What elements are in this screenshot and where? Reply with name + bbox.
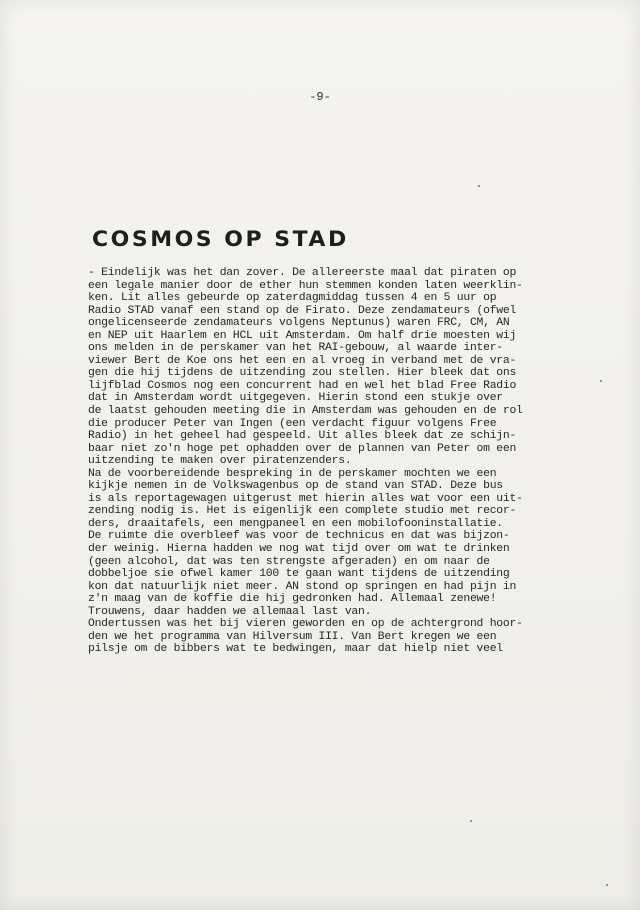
article-line: ons melden in de perskamer van het RAI-gebouw, al waarde inter-	[88, 342, 503, 355]
article-line: ders, draaitafels, een mengpaneel en een mobilofooninstallatie.	[88, 517, 503, 530]
article-line: gen die hij tijdens de uitzending zou stellen. Hier bleek dat ons	[88, 367, 517, 380]
paper-speck	[600, 380, 602, 382]
article-line: lijfblad Cosmos nog een concurrent had en wel het blad Free Radio	[88, 379, 517, 392]
article-line: De ruimte die overbleef was voor de technicus en dat was bijzon-	[88, 530, 510, 543]
article-title: COSMOS OP STAD	[92, 228, 349, 252]
article-body	[88, 267, 608, 656]
paper-speck	[478, 185, 480, 187]
article-line: pilsje om de bibbers wat te bedwingen, maar dat hielp niet veel	[88, 643, 503, 656]
article-line: viewer Bert de Koe ons het een en al vroeg in verband met de vra-	[88, 354, 517, 367]
article-line: Ondertussen was het bij vieren geworden en op de achtergrond hoor-	[88, 618, 523, 631]
article-line: Na de voorbereidende bespreking in de perskamer mochten we een	[88, 467, 497, 480]
article-line: (geen alcohol, dat was ten strengste afgeraden) en om naar de	[88, 555, 490, 568]
article-line: ken. Lit alles gebeurde op zaterdagmiddag tussen 4 en 5 uur op	[88, 292, 497, 305]
paper-speck	[606, 884, 608, 886]
article-line: en NEP uit Haarlem en HCL uit Amsterdam. Om half drie moesten wij	[88, 329, 517, 342]
article-line: de laatst gehouden meeting die in Amsterdam was gehouden en de rol	[88, 405, 523, 418]
article-line: Radio) in het geheel had gespeeld. Uit alles bleek dat ze schijn-	[88, 430, 517, 443]
article-line: kon dat natuurlijk niet meer. AN stond op springen en had pijn in	[88, 580, 517, 593]
article-line: zending nodig is. Het is eigenlijk een complete studio met recor-	[88, 505, 517, 518]
paper-speck	[470, 820, 472, 822]
article-line: dat in Amsterdam wordt uitgegeven. Hierin stond een stukje over	[88, 392, 503, 405]
article-line: baar niet zo'n hoge pet ophadden over de plannen van Peter om een	[88, 442, 517, 455]
article-line: is als reportagewagen uitgerust met hierin alles wat voor een uit-	[88, 492, 523, 505]
article-line: den we het programma van Hilversum III. Van Bert kregen we een	[88, 630, 497, 643]
article-line: z'n maag van de koffie die hij gedronken had. Allemaal zenewe!	[88, 593, 497, 606]
article-line: uitzending te maken over piratenzenders.	[88, 455, 352, 468]
article-line: Trouwens, daar hadden we allemaal last van.	[88, 605, 372, 618]
article-line: dobbeljoe sie ofwel kamer 100 te gaan want tijdens de uitzending	[88, 568, 510, 581]
article-line: die producer Peter van Ingen (een verdacht figuur volgens Free	[88, 417, 497, 430]
article-line: der weinig. Hierna hadden we nog wat tijd over om wat te drinken	[88, 543, 510, 556]
page-number: -9-	[309, 90, 331, 104]
article-line: Radio STAD vanaf een stand op de Firato. Deze zendamateurs (ofwel	[88, 304, 517, 317]
article-line: ongelicenseerde zendamateurs volgens Neptunus) waren FRC, CM, AN	[88, 317, 510, 330]
article-line: een legale manier door de ether hun stemmen konden laten weerklin-	[88, 279, 523, 292]
article-line: - Eindelijk was het dan zover. De allereerste maal dat piraten op	[88, 267, 517, 279]
article-line: kijkje nemen in de Volkswagenbus op de stand van STAD. Deze bus	[88, 480, 503, 493]
